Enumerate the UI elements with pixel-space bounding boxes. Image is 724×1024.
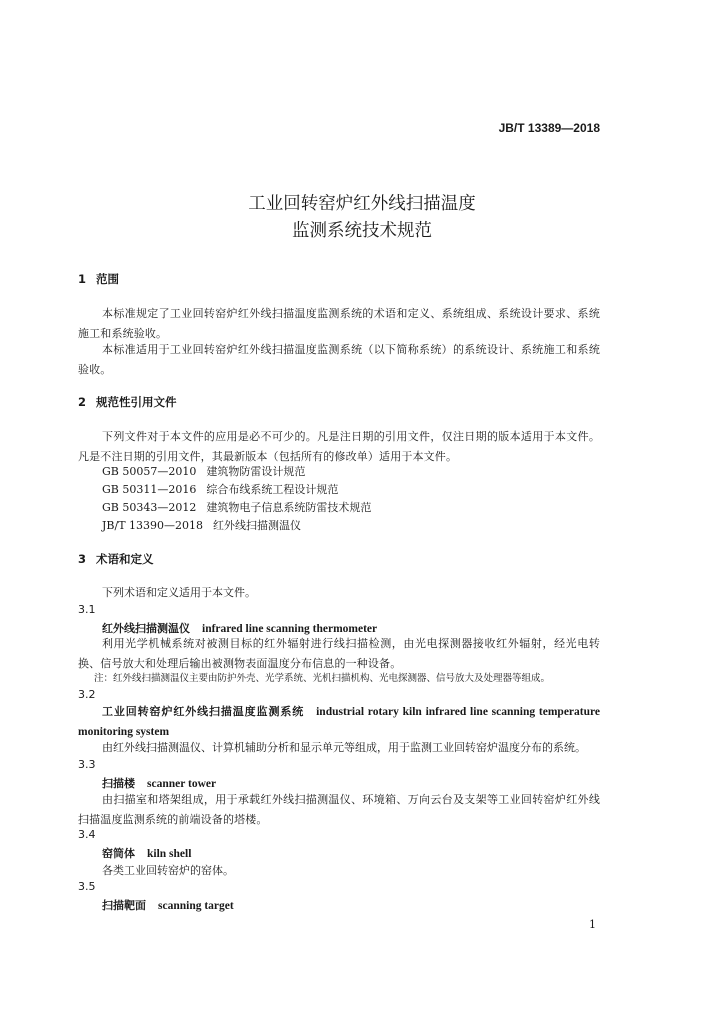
title-line-2: 监测系统技术规范 [292, 221, 432, 241]
clause-number: 3.4 [78, 828, 96, 841]
section-title: 规范性引用文件 [96, 395, 177, 409]
reference-code: JB/T 13390—2018 [102, 519, 204, 532]
reference-title: 建筑物电子信息系统防雷技术规范 [206, 501, 372, 514]
reference-title: 红外线扫描测温仪 [213, 519, 302, 532]
standard-code: JB/T 13389—2018 [498, 121, 600, 135]
term-english: scanning target [158, 900, 234, 912]
section-title: 范围 [96, 272, 119, 286]
reference-item [102, 499, 371, 515]
paragraph: 本标准适用于工业回转窑炉红外线扫描温度监测系统（以下简称系统）的系统设计、系统施工和系统验收。 [78, 343, 600, 376]
section-number: 3 [78, 552, 87, 566]
section-heading-normative-references [78, 394, 177, 410]
clause-number: 3.1 [78, 603, 96, 616]
reference-code: GB 50343—2012 [102, 501, 197, 514]
term-english: scanner tower [147, 778, 217, 790]
term-english: industrial rotary kiln infrared line scanning temperature monitoring system [78, 706, 601, 738]
term-definition: 各类工业回转窑炉的窑体。 [102, 864, 234, 877]
term-entry [102, 897, 234, 913]
term-entry [102, 845, 191, 861]
reference-item [102, 463, 305, 479]
reference-item [102, 517, 301, 533]
reference-code: GB 50311—2016 [102, 483, 197, 496]
term-entry [78, 702, 600, 742]
section-heading-scope [78, 271, 119, 287]
term-chinese: 扫描楼 [102, 777, 135, 790]
reference-title: 建筑物防雷设计规范 [206, 465, 306, 478]
title-line-1: 工业回转窑炉红外线扫描温度 [248, 194, 476, 214]
reference-item [102, 481, 338, 497]
term-definition: 由扫描室和塔架组成，用于承载红外线扫描测温仪、环境箱、万向云台及支架等工业回转窑炉红外线扫描温度监测系统的前端设备的塔楼。 [78, 793, 600, 826]
clause-number: 3.2 [78, 688, 96, 701]
section-title: 术语和定义 [96, 552, 154, 566]
page-number: 1 [589, 918, 596, 931]
term-note: 注：红外线扫描测温仪主要由防护外壳、光学系统、光机扫描机构、光电探测器、信号放大及处理器等组成。 [94, 673, 551, 684]
term-chinese: 窑筒体 [102, 847, 135, 860]
term-definition: 利用光学机械系统对被测目标的红外辐射进行线扫描检测，由光电探测器接收红外辐射，经光电转换、信号放大和处理后输出被测物表面温度分布信息的一种设备。 [78, 637, 600, 670]
term-entry [102, 775, 216, 791]
term-chinese: 红外线扫描测温仪 [102, 622, 190, 635]
reference-title: 综合布线系统工程设计规范 [206, 483, 339, 496]
clause-number: 3.3 [78, 758, 96, 771]
section-heading-terms-and-definitions [78, 551, 154, 567]
section-number: 1 [78, 272, 87, 286]
term-english: kiln shell [147, 848, 192, 860]
term-chinese: 扫描靶面 [102, 899, 146, 912]
paragraph: 下列术语和定义适用于本文件。 [102, 586, 256, 599]
reference-code: GB 50057—2010 [102, 465, 197, 478]
term-definition: 由红外线扫描测温仪、计算机辅助分析和显示单元等组成，用于监测工业回转窑炉温度分布的系统。 [102, 741, 586, 754]
paragraph: 下列文件对于本文件的应用是必不可少的。凡是注日期的引用文件，仅注日期的版本适用于本文件。凡是不注日期的引用文件，其最新版本（包括所有的修改单）适用于本文件。 [78, 430, 600, 463]
document-title [0, 191, 724, 245]
paragraph: 本标准规定了工业回转窑炉红外线扫描温度监测系统的术语和定义、系统组成、系统设计要求、系统施工和系统验收。 [78, 307, 600, 340]
term-chinese: 工业回转窑炉红外线扫描温度监测系统 [102, 705, 305, 718]
term-english: infrared line scanning thermometer [202, 623, 378, 635]
clause-number: 3.5 [78, 880, 96, 893]
section-number: 2 [78, 395, 87, 409]
